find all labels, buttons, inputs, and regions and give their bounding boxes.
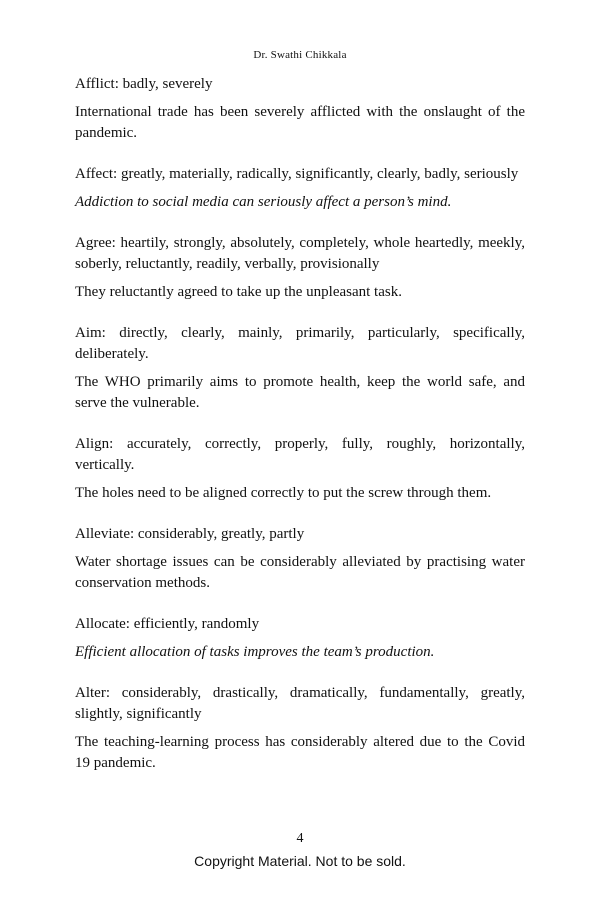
- entry-term: Agree: heartily, strongly, absolutely, completely, whole heartedly, meekly, soberly, reluctantly, readily, verbally, provisionally: [75, 235, 525, 272]
- entry-example: Water shortage issues can be considerably alleviated by practising water conservation methods.: [75, 554, 525, 591]
- entry-example: The holes need to be aligned correctly to put the screw through them.: [75, 485, 492, 501]
- entry-example: Efficient allocation of tasks improves the team’s production.: [75, 644, 435, 660]
- entry-example: The teaching-learning process has considerably altered due to the Covid 19 pandemic.: [75, 734, 525, 771]
- collocation-entry-agree: [75, 233, 525, 303]
- entry-term: Allocate: efficiently, randomly: [75, 616, 260, 632]
- page-number: 4: [296, 831, 304, 846]
- collocation-entry-align: [75, 434, 525, 504]
- entry-term: Affect: greatly, materially, radically, significantly, clearly, badly, seriously: [75, 166, 519, 182]
- collocation-entry-allocate: [75, 614, 525, 663]
- collocation-entry-alter: [75, 683, 525, 774]
- entry-term: Aim: directly, clearly, mainly, primarily, particularly, specifically, deliberately.: [75, 325, 525, 362]
- collocation-entry-affect: [75, 164, 525, 213]
- entry-term: Alter: considerably, drastically, dramatically, fundamentally, greatly, slightly, significantly: [75, 685, 525, 722]
- page-body: [75, 74, 525, 794]
- entry-example: They reluctantly agreed to take up the unpleasant task.: [75, 284, 402, 300]
- collocation-entry-afflict: [75, 74, 525, 144]
- entry-term: Afflict: badly, severely: [75, 76, 213, 92]
- collocation-entry-aim: [75, 323, 525, 414]
- entry-term: Align: accurately, correctly, properly, fully, roughly, horizontally, vertically.: [75, 436, 525, 473]
- copyright-notice: Copyright Material. Not to be sold.: [194, 853, 406, 869]
- entry-example: Addiction to social media can seriously affect a person’s mind.: [75, 194, 452, 210]
- entry-example: The WHO primarily aims to promote health, keep the world safe, and serve the vulnerable.: [75, 374, 525, 411]
- collocation-entry-alleviate: [75, 524, 525, 594]
- running-header: Dr. Swathi Chikkala: [253, 49, 347, 61]
- entry-term: Alleviate: considerably, greatly, partly: [75, 526, 305, 542]
- entry-example: International trade has been severely afflicted with the onslaught of the pandemic.: [75, 104, 525, 141]
